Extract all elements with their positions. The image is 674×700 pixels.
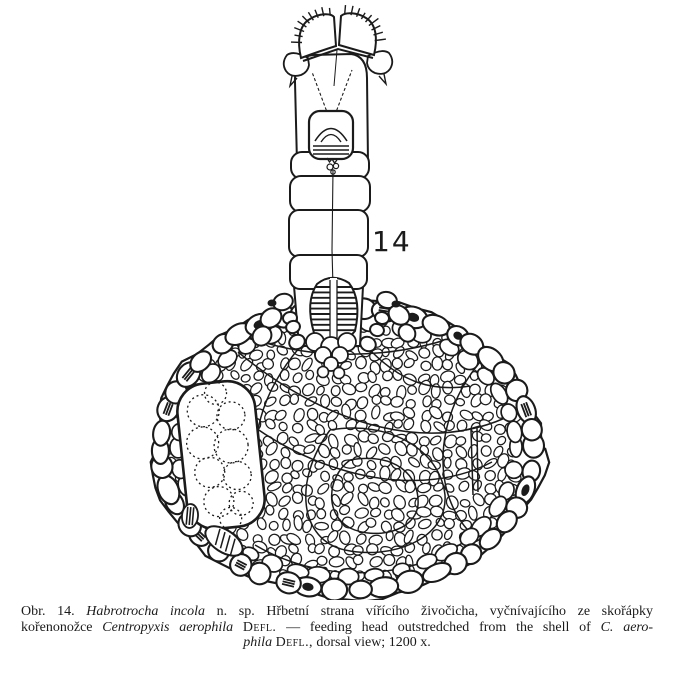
- caption-segment: — feeding head outstredched from the shell of: [276, 619, 601, 635]
- caption-segment: [233, 620, 243, 635]
- caption-segment: C. aero-: [600, 619, 654, 635]
- caption-line: [21, 604, 653, 620]
- caption-segment: n. sp. Hřbetní strana vířícího živočicha, vyčnívajícího ze skořápky: [204, 604, 653, 619]
- caption-segment: Defl.,: [275, 635, 313, 651]
- caption-segment: dorsal view; 1200 x.: [312, 635, 431, 651]
- caption-segment: Defl.: [242, 619, 277, 635]
- caption-segment: Obr. 14.: [21, 604, 87, 619]
- caption-segment: Habrotrocha incola: [86, 604, 205, 619]
- caption-line: [21, 620, 653, 636]
- figure-caption: [21, 604, 653, 651]
- caption-line: [21, 635, 653, 651]
- caption-segment: phila: [243, 635, 273, 651]
- caption-segment: kořenonožce: [21, 619, 103, 635]
- figure-number-label: 14: [372, 225, 412, 258]
- caption-segment: Centropyxis aerophila: [102, 619, 234, 635]
